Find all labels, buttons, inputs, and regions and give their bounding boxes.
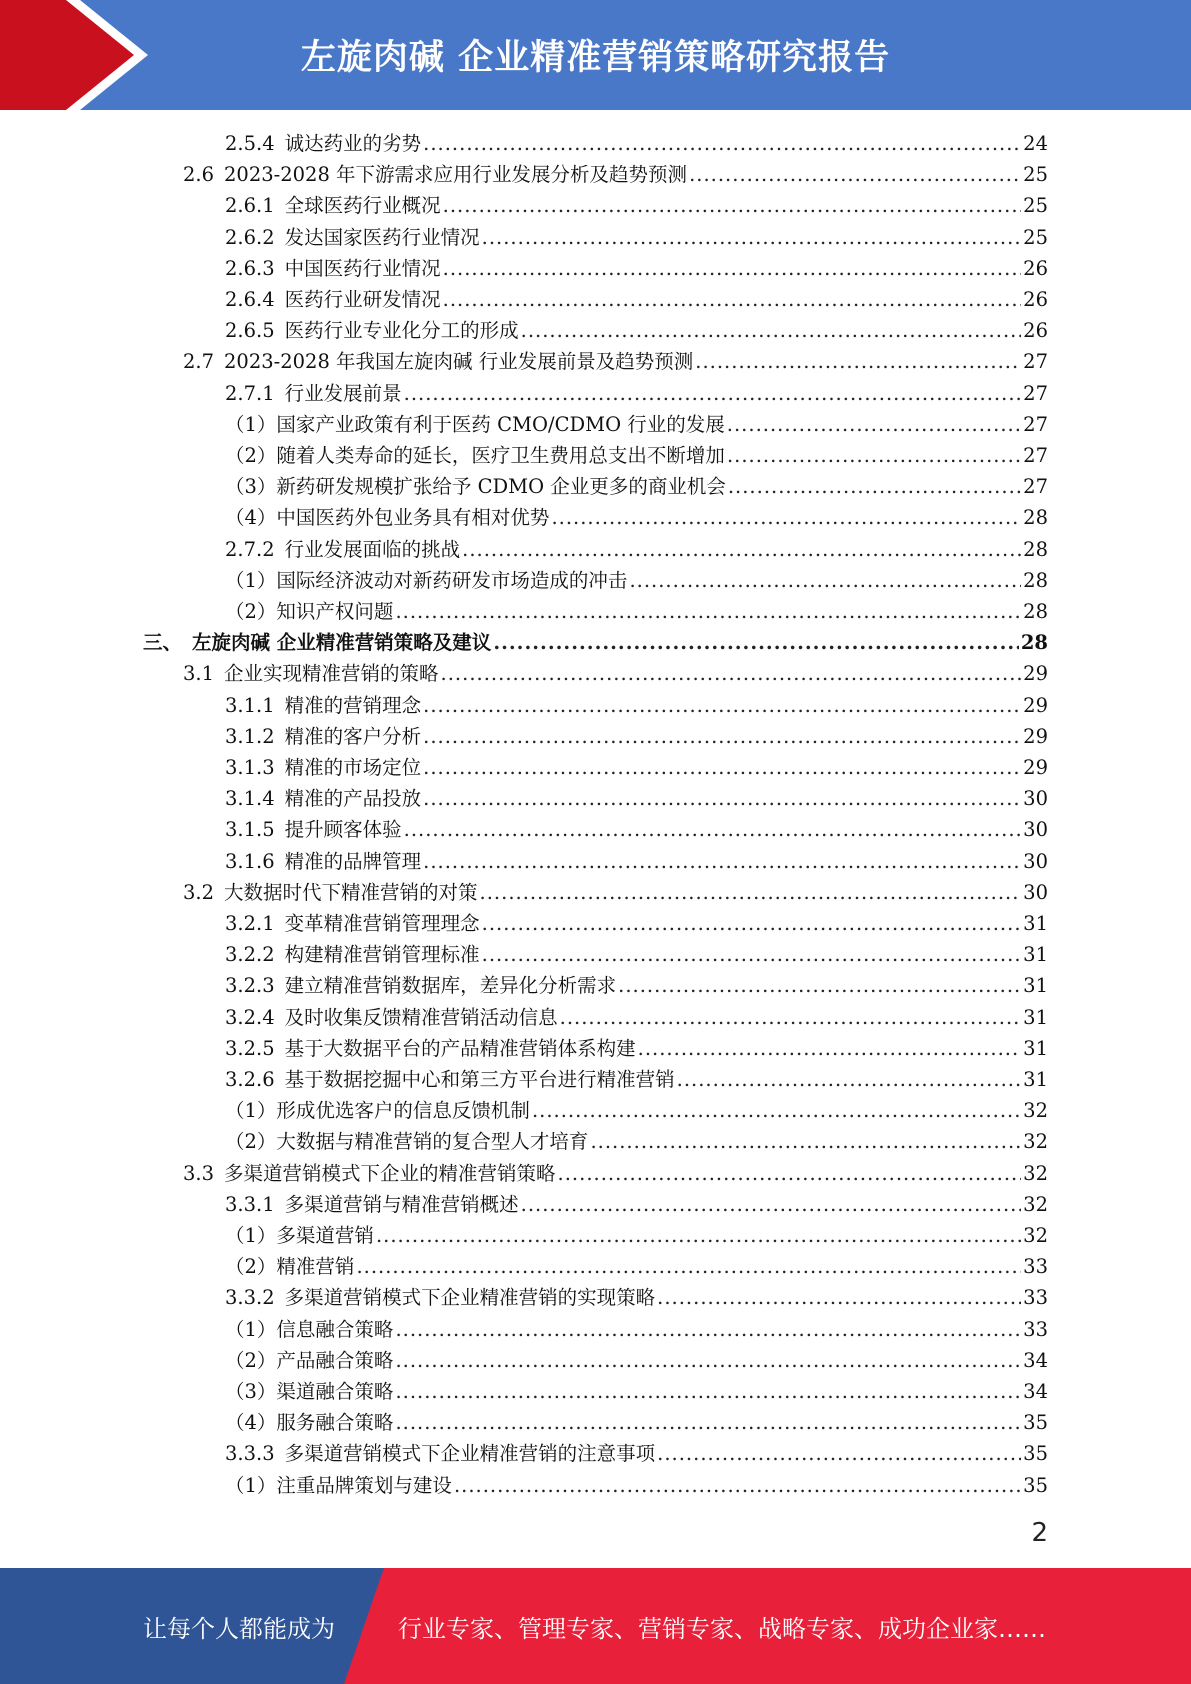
toc-entry-page: 32 xyxy=(1023,1130,1048,1154)
toc-entry-page: 31 xyxy=(1023,1068,1048,1091)
toc-entry-page: 34 xyxy=(1023,1348,1048,1372)
toc-entry-number: （4） xyxy=(225,1411,277,1435)
toc-dot-leader xyxy=(395,1376,1021,1407)
toc-dot-leader xyxy=(638,1033,1022,1064)
toc-entry-title: 左旋肉碱 企业精准营销策略及建议 xyxy=(192,631,492,655)
toc-entry-title: 建立精准营销数据库，差异化分析需求 xyxy=(284,974,617,998)
toc-entry[interactable] xyxy=(225,1002,1048,1033)
toc-entry[interactable] xyxy=(225,315,1048,346)
toc-entry-page: 33 xyxy=(1023,1286,1048,1310)
toc-entry-number: 3.1.2 xyxy=(225,724,275,748)
toc-entry-title: 精准营销 xyxy=(276,1255,355,1279)
toc-entry-title: 知识产权问题 xyxy=(276,600,394,623)
toc-entry-title: 精准的产品投放 xyxy=(284,787,422,811)
toc-entry-page: 33 xyxy=(1023,1255,1048,1279)
toc-dot-leader xyxy=(521,1189,1022,1220)
toc-entry-page: 26 xyxy=(1023,288,1048,311)
toc-entry-page: 35 xyxy=(1023,1442,1048,1466)
toc-entry-number: 3.2.1 xyxy=(225,912,275,935)
toc-entry-title: 精准的品牌管理 xyxy=(284,849,422,873)
toc-entry-number: 2.6.2 xyxy=(225,225,275,249)
toc-entry-page: 28 xyxy=(1020,631,1048,655)
toc-dot-leader xyxy=(532,1095,1021,1126)
toc-entry[interactable] xyxy=(225,1282,1048,1313)
toc-dot-leader xyxy=(727,409,1021,440)
toc-dot-leader xyxy=(441,658,1022,689)
toc-entry-number: 2.7 xyxy=(183,350,215,374)
page-number: 2 xyxy=(1031,1518,1048,1548)
toc-dot-leader xyxy=(695,346,1021,377)
toc-entry[interactable] xyxy=(225,190,1048,221)
toc-entry[interactable] xyxy=(225,502,1048,533)
toc-dot-leader xyxy=(558,1158,1022,1189)
toc-entry[interactable] xyxy=(225,752,1048,783)
toc-entry-number: 3.3.3 xyxy=(225,1442,275,1466)
toc-entry-title: 发达国家医药行业情况 xyxy=(284,225,480,249)
toc-entry-page: 31 xyxy=(1023,974,1048,998)
toc-entry-title: 多渠道营销模式下企业的精准营销策略 xyxy=(224,1161,556,1185)
toc-entry[interactable] xyxy=(225,378,1048,409)
toc-entry-page: 27 xyxy=(1023,412,1048,436)
toc-entry[interactable] xyxy=(225,596,1048,627)
toc-entry-number: 三、 xyxy=(143,631,183,655)
toc-entry-page: 29 xyxy=(1023,693,1048,717)
toc-entry-title: 2023-2028 年下游需求应用行业发展分析及趋势预测 xyxy=(224,163,688,187)
toc-entry-number: 2.6.5 xyxy=(225,319,275,343)
toc-dot-leader xyxy=(395,1314,1021,1345)
toc-entry-number: （3） xyxy=(225,1380,277,1403)
toc-entry-title: 多渠道营销 xyxy=(276,1224,374,1247)
toc-entry[interactable] xyxy=(225,1064,1048,1095)
toc-dot-leader xyxy=(395,596,1021,627)
toc-dot-leader xyxy=(395,1407,1021,1438)
toc-entry[interactable] xyxy=(225,1251,1048,1282)
toc-entry-title: 信息融合策略 xyxy=(276,1317,394,1341)
toc-dot-leader xyxy=(443,253,1022,284)
toc-entry-page: 27 xyxy=(1023,350,1048,374)
toc-dot-leader xyxy=(443,284,1022,315)
toc-entry-title: 全球医药行业概况 xyxy=(284,194,441,218)
toc-entry-number: 3.2.4 xyxy=(225,1005,275,1029)
toc-entry-number: （1） xyxy=(225,1473,277,1497)
toc-dot-leader xyxy=(423,128,1021,159)
toc-dot-leader xyxy=(404,814,1022,845)
toc-entry-title: 行业发展面临的挑战 xyxy=(284,537,461,561)
toc-entry-title: 国家产业政策有利于医药 CMO/CDMO 行业的发展 xyxy=(276,412,725,436)
toc-entry-number: 3.2.2 xyxy=(225,943,275,967)
toc-entry[interactable] xyxy=(225,1095,1048,1126)
toc-entry[interactable] xyxy=(183,658,1048,689)
toc-dot-leader xyxy=(454,1470,1021,1501)
toc-entry-page: 30 xyxy=(1023,880,1048,904)
toc-entry-page: 28 xyxy=(1023,600,1048,623)
footer-slogan-left: 让每个人都能成为 xyxy=(143,1614,335,1643)
toc-entry-page: 31 xyxy=(1023,943,1048,967)
toc-dot-leader xyxy=(423,752,1021,783)
toc-entry[interactable] xyxy=(225,1470,1048,1501)
header-arrow-decoration xyxy=(0,0,160,110)
toc-entry-number: （1） xyxy=(225,1317,277,1341)
toc-entry[interactable] xyxy=(183,877,1048,908)
toc-entry[interactable] xyxy=(225,1033,1048,1064)
toc-entry[interactable] xyxy=(225,1407,1048,1438)
toc-entry-number: 3.2 xyxy=(183,880,215,904)
toc-entry-number: （1） xyxy=(225,568,277,592)
toc-entry-number: 2.5.4 xyxy=(225,132,275,155)
toc-entry-page: 35 xyxy=(1023,1411,1048,1435)
toc-entry-page: 30 xyxy=(1023,849,1048,873)
toc-entry-page: 29 xyxy=(1023,756,1048,779)
toc-entry-title: 大数据时代下精准营销的对策 xyxy=(224,880,478,904)
toc-entry[interactable] xyxy=(225,1220,1048,1251)
toc-entry-number: 3.3.2 xyxy=(225,1286,275,1310)
toc-entry-page: 31 xyxy=(1023,1005,1048,1029)
toc-entry[interactable] xyxy=(225,471,1048,502)
toc-entry-title: 多渠道营销与精准营销概述 xyxy=(284,1192,519,1216)
toc-entry-number: 3.1.1 xyxy=(225,693,275,717)
toc-entry-number: 3.1.4 xyxy=(225,787,275,811)
toc-entry[interactable] xyxy=(183,159,1048,190)
toc-dot-leader xyxy=(404,378,1022,409)
toc-entry-title: 基于数据挖掘中心和第三方平台进行精准营销 xyxy=(284,1068,675,1091)
toc-entry[interactable] xyxy=(225,1126,1048,1157)
toc-entry-page: 32 xyxy=(1023,1161,1048,1185)
toc-entry-page: 27 xyxy=(1023,444,1048,467)
toc-entry-page: 28 xyxy=(1023,568,1048,592)
toc-dot-leader xyxy=(423,783,1021,814)
toc-entry-page: 28 xyxy=(1023,537,1048,561)
toc-entry-title: 提升顾客体验 xyxy=(284,818,402,842)
toc-dot-leader xyxy=(443,190,1022,221)
toc-entry-title: 医药行业研发情况 xyxy=(284,288,441,311)
toc-entry-number: 3.1 xyxy=(183,662,215,686)
toc-entry-title: 多渠道营销模式下企业精准营销的注意事项 xyxy=(284,1442,656,1466)
toc-entry-title: 新药研发规模扩张给予 CDMO 企业更多的商业机会 xyxy=(276,475,726,499)
toc-dot-leader xyxy=(657,1438,1021,1469)
toc-dot-leader xyxy=(551,502,1021,533)
toc-dot-leader xyxy=(629,565,1021,596)
toc-entry-title: 形成优选客户的信息反馈机制 xyxy=(276,1099,530,1123)
toc-entry[interactable] xyxy=(225,970,1048,1001)
toc-entry-number: （2） xyxy=(225,444,277,467)
toc-dot-leader xyxy=(560,1002,1022,1033)
toc-entry-title: 随着人类寿命的延长，医疗卫生费用总支出不断增加 xyxy=(276,444,725,467)
toc-entry-number: 3.2.5 xyxy=(225,1036,275,1060)
toc-entry-title: 中国医药外包业务具有相对优势 xyxy=(276,506,550,530)
toc-entry-page: 32 xyxy=(1023,1224,1048,1247)
toc-entry-number: 2.7.2 xyxy=(225,537,275,561)
toc-entry-title: 变革精准营销管理理念 xyxy=(284,912,480,935)
toc-entry-title: 产品融合策略 xyxy=(276,1348,394,1372)
toc-entry[interactable] xyxy=(183,1158,1048,1189)
toc-entry-title: 大数据与精准营销的复合型人才培育 xyxy=(276,1130,589,1154)
toc-dot-leader xyxy=(423,721,1021,752)
toc-entry-title: 服务融合策略 xyxy=(276,1411,394,1435)
toc-entry-number: （1） xyxy=(225,1099,277,1123)
toc-entry-page: 34 xyxy=(1023,1380,1048,1403)
toc-dot-leader xyxy=(727,440,1021,471)
toc-dot-leader xyxy=(677,1064,1022,1095)
toc-entry[interactable] xyxy=(225,534,1048,565)
toc-entry[interactable] xyxy=(225,253,1048,284)
toc-entry[interactable] xyxy=(225,440,1048,471)
toc-entry[interactable] xyxy=(225,939,1048,970)
toc-entry[interactable] xyxy=(183,346,1048,377)
toc-entry[interactable] xyxy=(225,1345,1048,1376)
toc-entry-number: 3.1.6 xyxy=(225,849,275,873)
toc-entry-number: （2） xyxy=(225,1255,277,1279)
toc-entry-page: 32 xyxy=(1023,1192,1048,1216)
page-footer xyxy=(0,1568,1191,1684)
toc-dot-leader xyxy=(480,877,1022,908)
toc-entry-title: 精准的客户分析 xyxy=(284,724,422,748)
toc-entry-title: 注重品牌策划与建设 xyxy=(276,1473,452,1497)
toc-entry-title: 国际经济波动对新药研发市场造成的冲击 xyxy=(276,568,628,592)
toc-dot-leader xyxy=(521,315,1022,346)
document-title: 左旋肉碱 企业精准营销策略研究报告 xyxy=(300,38,891,78)
toc-dot-leader xyxy=(493,627,1019,658)
toc-entry-page: 26 xyxy=(1023,319,1048,343)
toc-entry-page: 29 xyxy=(1023,662,1048,686)
toc-dot-leader xyxy=(657,1282,1021,1313)
toc-entry-number: 3.2.3 xyxy=(225,974,275,998)
toc-entry[interactable] xyxy=(225,721,1048,752)
toc-entry[interactable] xyxy=(225,846,1048,877)
toc-entry-page: 24 xyxy=(1023,132,1048,155)
toc-entry-page: 28 xyxy=(1023,506,1048,530)
toc-entry-page: 31 xyxy=(1023,1036,1048,1060)
toc-dot-leader xyxy=(356,1251,1021,1282)
toc-dot-leader xyxy=(395,1345,1021,1376)
toc-dot-leader xyxy=(728,471,1021,502)
toc-entry-page: 29 xyxy=(1023,724,1048,748)
toc-entry-page: 25 xyxy=(1023,225,1048,249)
toc-entry-title: 医药行业专业化分工的形成 xyxy=(284,319,519,343)
toc-entry-page: 25 xyxy=(1023,194,1048,218)
toc-entry-title: 中国医药行业情况 xyxy=(284,256,441,280)
toc-entry-title: 基于大数据平台的产品精准营销体系构建 xyxy=(284,1036,636,1060)
toc-entry[interactable] xyxy=(225,409,1048,440)
toc-entry[interactable] xyxy=(225,565,1048,596)
toc-entry[interactable] xyxy=(225,128,1048,159)
toc-entry-title: 精准的市场定位 xyxy=(284,756,422,779)
toc-entry[interactable] xyxy=(143,627,1048,658)
toc-dot-leader xyxy=(618,970,1021,1001)
toc-entry-number: 3.3 xyxy=(183,1161,215,1185)
toc-entry-number: （1） xyxy=(225,1224,277,1247)
toc-entry-number: 2.6 xyxy=(183,163,215,187)
toc-entry-number: 2.7.1 xyxy=(225,381,275,405)
toc-entry-title: 精准的营销理念 xyxy=(284,693,422,717)
toc-entry-page: 25 xyxy=(1023,163,1048,187)
toc-entry-page: 30 xyxy=(1023,787,1048,811)
toc-entry-title: 行业发展前景 xyxy=(284,381,402,405)
toc-dot-leader xyxy=(462,534,1021,565)
toc-entry[interactable] xyxy=(225,1376,1048,1407)
toc-entry-number: （2） xyxy=(225,1348,277,1372)
toc-entry-page: 35 xyxy=(1023,1473,1048,1497)
toc-entry-number: 3.1.3 xyxy=(225,756,275,779)
toc-entry[interactable] xyxy=(225,1189,1048,1220)
toc-entry-title: 企业实现精准营销的策略 xyxy=(224,662,439,686)
toc-entry-number: 3.3.1 xyxy=(225,1192,275,1216)
footer-slogan-right: 行业专家、管理专家、营销专家、战略专家、成功企业家…… xyxy=(398,1614,1046,1643)
toc-entry[interactable] xyxy=(225,222,1048,253)
toc-entry[interactable] xyxy=(225,814,1048,845)
toc-entry-page: 32 xyxy=(1023,1099,1048,1123)
toc-entry-title: 及时收集反馈精准营销活动信息 xyxy=(284,1005,558,1029)
toc-entry-number: （2） xyxy=(225,600,277,623)
toc-entry-page: 31 xyxy=(1023,912,1048,935)
toc-entry-number: （1） xyxy=(225,412,277,436)
toc-entry-title: 诚达药业的劣势 xyxy=(284,132,422,155)
toc-dot-leader xyxy=(482,939,1022,970)
toc-entry-number: （2） xyxy=(225,1130,277,1154)
toc-entry-number: 2.6.4 xyxy=(225,288,275,311)
toc-entry-number: 2.6.3 xyxy=(225,256,275,280)
page-header xyxy=(0,0,1191,110)
toc-entry[interactable] xyxy=(225,284,1048,315)
toc-entry-number: 2.6.1 xyxy=(225,194,275,218)
toc-entry-title: 渠道融合策略 xyxy=(276,1380,394,1403)
toc-entry[interactable] xyxy=(225,690,1048,721)
toc-dot-leader xyxy=(482,222,1022,253)
toc-entry[interactable] xyxy=(225,1438,1048,1469)
toc-dot-leader xyxy=(376,1220,1021,1251)
toc-entry[interactable] xyxy=(225,908,1048,939)
toc-dot-leader xyxy=(590,1126,1021,1157)
toc-dot-leader xyxy=(423,690,1021,721)
toc-entry-page: 27 xyxy=(1023,381,1048,405)
toc-dot-leader xyxy=(482,908,1022,939)
toc-dot-leader xyxy=(689,159,1021,190)
toc-entry[interactable] xyxy=(225,783,1048,814)
toc-entry-title: 多渠道营销模式下企业精准营销的实现策略 xyxy=(284,1286,656,1310)
toc-entry-title: 构建精准营销管理标准 xyxy=(284,943,480,967)
toc-entry-title: 2023-2028 年我国左旋肉碱 行业发展前景及趋势预测 xyxy=(224,350,694,374)
toc-entry-number: （3） xyxy=(225,475,277,499)
toc-entry-number: 3.1.5 xyxy=(225,818,275,842)
toc-entry-page: 33 xyxy=(1023,1317,1048,1341)
header-arrow-shape xyxy=(0,0,134,110)
toc-entry-number: （4） xyxy=(225,506,277,530)
toc-entry-page: 30 xyxy=(1023,818,1048,842)
toc-dot-leader xyxy=(423,846,1021,877)
toc-entry[interactable] xyxy=(225,1314,1048,1345)
toc-entry-number: 3.2.6 xyxy=(225,1068,275,1091)
toc-entry-page: 27 xyxy=(1023,475,1048,499)
toc-entry-page: 26 xyxy=(1023,256,1048,280)
